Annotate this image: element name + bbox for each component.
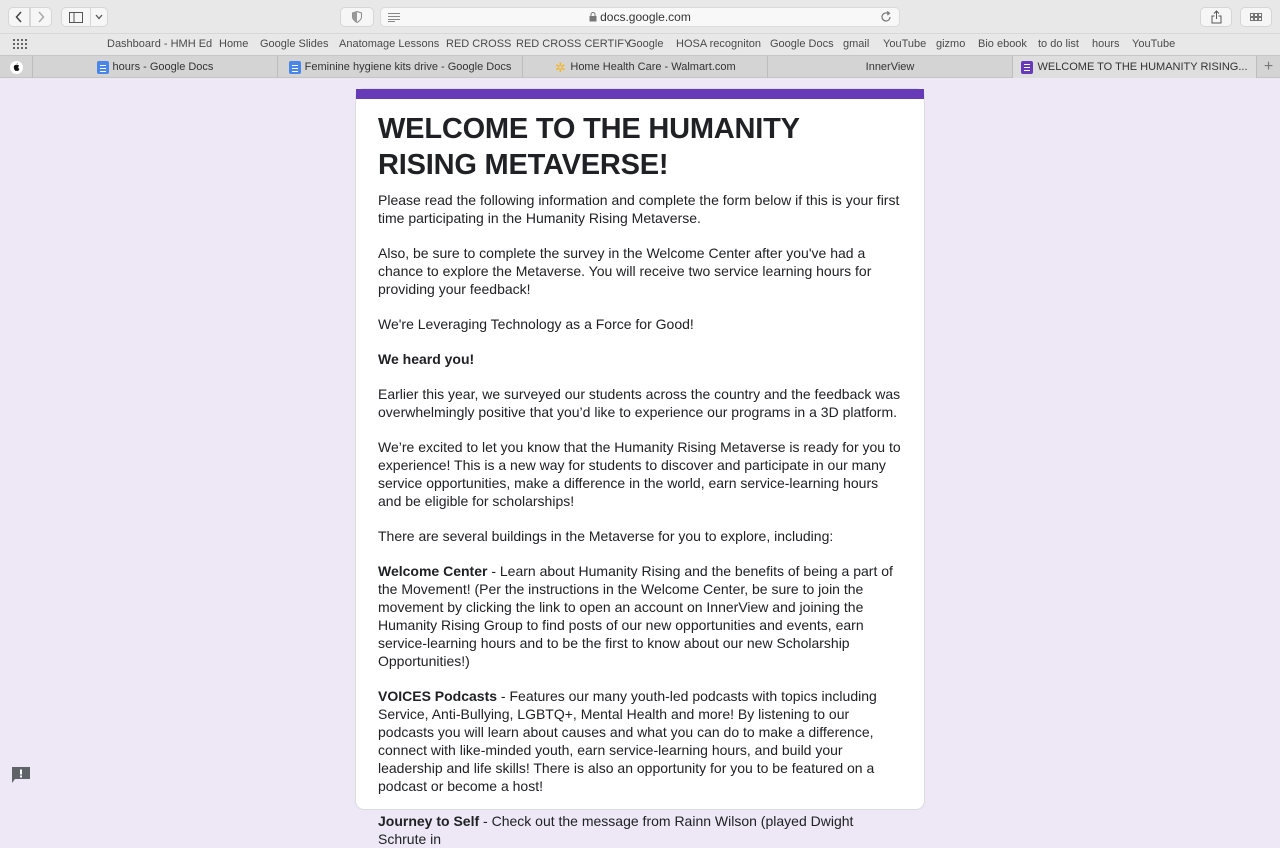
- bookmark-item[interactable]: YouTube: [883, 38, 927, 50]
- sidebar-menu-button[interactable]: [90, 7, 108, 27]
- description-paragraph: We're Leveraging Technology as a Force for Good!: [378, 316, 694, 332]
- bookmark-item[interactable]: Google Docs: [770, 38, 834, 50]
- google-forms-icon: [1021, 61, 1033, 74]
- tab-label: hours - Google Docs: [112, 61, 214, 73]
- tab-humanity-rising[interactable]: [1012, 56, 1256, 78]
- new-tab-button[interactable]: [1256, 56, 1280, 78]
- apps-grid-icon[interactable]: [13, 39, 27, 49]
- apple-icon: [10, 61, 23, 74]
- bookmark-item[interactable]: gmail: [843, 38, 870, 50]
- privacy-report-button[interactable]: [340, 7, 374, 27]
- tab-label: WELCOME TO THE HUMANITY RISING...: [1037, 61, 1248, 73]
- forward-button[interactable]: [30, 7, 52, 27]
- lock-icon: [589, 12, 597, 22]
- tab-grid-icon: [1250, 13, 1262, 21]
- form-description: [378, 191, 902, 848]
- description-paragraph: Also, be sure to complete the survey in the Welcome Center after you've had a chance to explore the Metaverse. You will receive two service learning hours for providing your feedback!: [378, 245, 872, 297]
- form-title: WELCOME TO THE HUMANITY RISING METAVERSE!: [378, 113, 800, 181]
- form-header-card: [356, 89, 924, 847]
- bookmark-item[interactable]: Home: [219, 38, 249, 50]
- bookmark-item[interactable]: Dashboard - HMH Ed: [107, 38, 213, 50]
- tab-bar: [0, 55, 1280, 78]
- sidebar-icon: [69, 12, 83, 23]
- report-feedback-icon[interactable]: [11, 766, 31, 784]
- description-paragraph: There are several buildings in the Metaverse for you to explore, including:: [378, 528, 834, 544]
- description-paragraph: Please read the following information and complete the form below if this is your first time participating in the Humanity Rising Metaverse.: [378, 192, 900, 226]
- back-button[interactable]: [8, 7, 30, 27]
- walmart-icon: ✲: [554, 59, 566, 75]
- bookmark-item[interactable]: hours: [1092, 38, 1120, 50]
- share-icon: [1211, 10, 1222, 24]
- tab-innerview[interactable]: [767, 56, 1012, 78]
- building-voices-podcasts: VOICES Podcasts - Features our many youth-led podcasts with topics including Service, Anti-Bullying, LGBTQ+, Mental Health and more! By listening to our podcasts you will learn about causes and what you can do to make a difference, connect with like-minded youth, earn service-learning hours, and build your leadership and life skills! There is also an opportunity for you to be featured on a podcast or become a host!: [378, 688, 877, 794]
- plus-icon: +: [1263, 58, 1274, 75]
- share-button[interactable]: [1200, 7, 1232, 27]
- bookmark-item[interactable]: Google: [628, 38, 664, 50]
- bookmark-item[interactable]: RED CROSS: [446, 38, 512, 50]
- sidebar-toggle-button[interactable]: [61, 7, 91, 27]
- description-paragraph: Earlier this year, we surveyed our students across the country and the feedback was overwhelmingly positive that you’d like to experience our programs in a 3D platform.: [378, 386, 901, 420]
- bookmarks-bar: [0, 33, 1280, 55]
- google-docs-icon: [97, 61, 109, 74]
- bookmark-item[interactable]: Anatomage Lessons: [339, 38, 440, 50]
- description-heading: We heard you!: [378, 351, 475, 367]
- reader-icon: [388, 13, 400, 22]
- chevron-right-icon: [37, 11, 45, 23]
- form-accent-bar: [356, 89, 924, 99]
- tab-walmart[interactable]: [522, 56, 767, 78]
- reload-icon[interactable]: [879, 10, 893, 24]
- bookmark-item[interactable]: Google Slides: [260, 38, 329, 50]
- browser-toolbar: [0, 0, 1280, 33]
- bookmark-item[interactable]: Bio ebook: [978, 38, 1027, 50]
- bookmark-item[interactable]: YouTube: [1132, 38, 1176, 50]
- tab-label: Home Health Care - Walmart.com: [570, 61, 736, 73]
- tab-label: InnerView: [865, 61, 915, 73]
- building-welcome-center: Welcome Center - Learn about Humanity Rising and the benefits of being a part of the Movement! (Per the instructions in the Welcome Center, be sure to join the movement by clicking the link to open an account on InnerView and joining the Humanity Rising Group to find posts of our new opportunities and events, earn service-learning hours and to be the first to know about our new Scholarship Opportunities!): [378, 563, 893, 669]
- url-text: docs.google.com: [600, 10, 691, 24]
- bookmark-item[interactable]: HOSA recogniton: [676, 38, 761, 50]
- tab-hours[interactable]: [32, 56, 277, 78]
- bookmark-item[interactable]: gizmo: [936, 38, 966, 50]
- tab-feminine-hygiene[interactable]: [277, 56, 522, 78]
- address-bar[interactable]: [380, 7, 900, 27]
- shield-icon: [352, 11, 362, 23]
- tab-overview-button[interactable]: [1240, 7, 1272, 27]
- tab-label: Feminine hygiene kits drive - Google Docs: [304, 61, 512, 73]
- pinned-tab[interactable]: [0, 56, 32, 78]
- building-journey-to-self: Journey to Self - Check out the message from Rainn Wilson (played Dwight Schrute in: [378, 813, 854, 847]
- bookmark-item[interactable]: to do list: [1038, 38, 1079, 50]
- google-docs-icon: [289, 61, 301, 74]
- chevron-left-icon: [15, 11, 23, 23]
- bookmark-item[interactable]: RED CROSS CERTIFY: [516, 38, 632, 50]
- description-paragraph: We’re excited to let you know that the Humanity Rising Metaverse is ready for you to experience! This is a new way for students to discover and participate in our many service opportunities, make a difference in the world, earn service-learning hours and be eligible for scholarships!: [378, 439, 901, 509]
- chevron-down-icon: [95, 14, 103, 20]
